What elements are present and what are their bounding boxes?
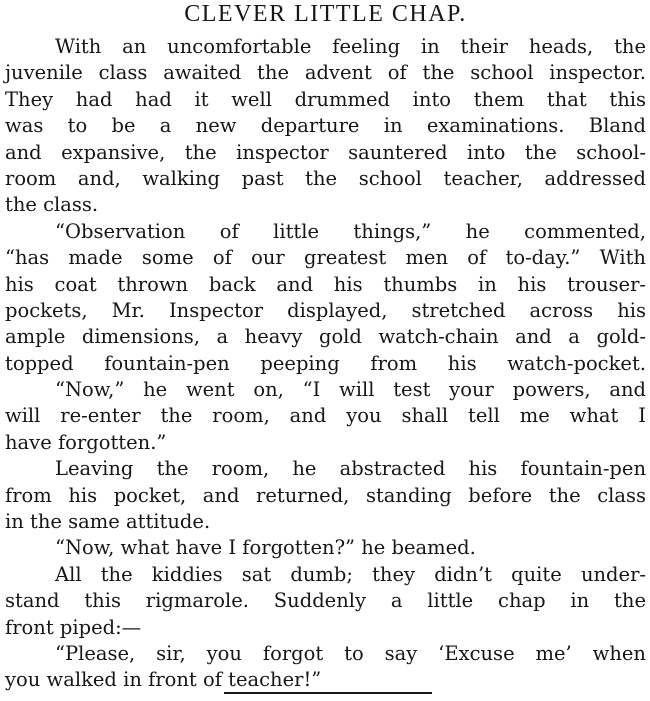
text-line: “Observation of little things,” he commented, [55,219,646,243]
text-line: “Now,” he went on, “I will test your powers, and [55,378,646,402]
article-body [5,34,646,694]
text-line: the class. [5,193,99,217]
text-line: “has made some of our greatest men of to-day.” With [5,246,646,270]
text-line: pockets, Mr. Inspector displayed, stretched across his [5,298,646,322]
end-rule [224,692,432,694]
text-line: ample dimensions, a heavy gold watch-chain and a gold- [5,325,646,349]
text-line: room and, walking past the school teacher, addressed [5,166,646,190]
text-line: in the same attitude. [5,510,211,534]
text-line: With an uncomfortable feeling in their heads, the [55,35,646,58]
text-line: you walked in front of teacher!” [5,668,322,692]
text-line: “Please, sir, you forgot to say ‘Excuse me’ when [55,641,646,665]
text-line: will re-enter the room, and you shall tell me what I [5,404,646,428]
text-line: and expansive, the inspector sauntered into the school- [5,140,646,164]
text-line: Leaving the room, he abstracted his fountain-pen [55,457,646,481]
text-line: juvenile class awaited the advent of the school inspector. [5,61,646,85]
text-line: topped fountain-pen peeping from his watch-pocket. [5,351,646,375]
article [5,2,646,694]
text-line: from his pocket, and returned, standing before the class [5,483,646,507]
text-line: was to be a new departure in examinations. Bland [5,114,646,138]
text-line: “Now, what have I forgotten?” he beamed. [55,536,476,560]
text-line: have forgotten.” [5,430,167,454]
text-line: All the kiddies sat dumb; they didn’t quite under- [55,562,646,586]
text-line: front piped:— [5,615,142,639]
article-title: CLEVER LITTLE CHAP. [184,1,467,27]
text-line: They had had it well drummed into them that this [5,87,646,111]
text-line: stand this rigmarole. Suddenly a little chap in the [5,589,646,613]
text-line: his coat thrown back and his thumbs in his trouser- [5,272,646,296]
